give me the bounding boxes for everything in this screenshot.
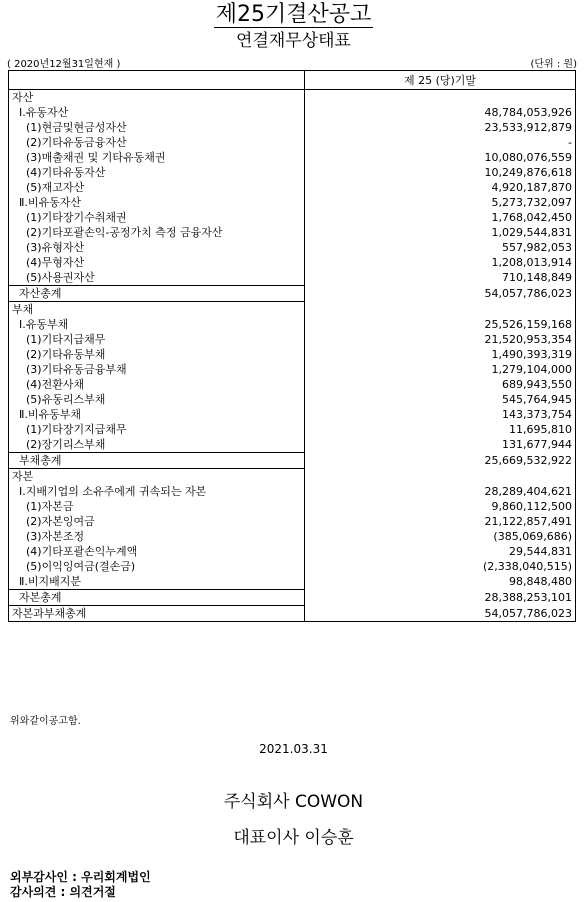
table-row <box>9 559 576 574</box>
company-name: 주식회사 COWON <box>223 792 364 812</box>
table-row <box>9 240 576 255</box>
table-row <box>9 514 576 529</box>
row-value: - <box>305 135 576 150</box>
row-value: 1,768,042,450 <box>305 210 576 225</box>
table-row <box>9 484 576 499</box>
table-row <box>9 422 576 437</box>
row-value: (385,069,686) <box>305 529 576 544</box>
external-auditor: 외부감사인 : 우리회계법인 <box>10 870 151 884</box>
row-label: Ⅰ.지배기업의 소유주에게 귀속되는 자본 <box>9 484 305 499</box>
table-row <box>9 317 576 332</box>
row-label: (1)현금및현금성자산 <box>9 120 305 135</box>
table-row <box>9 225 576 240</box>
row-label: (2)장기리스부채 <box>9 437 305 453</box>
table-row <box>9 362 576 377</box>
row-value: 54,057,786,023 <box>305 606 576 622</box>
row-value: 28,289,404,621 <box>305 484 576 499</box>
statement-subtitle: 연결재무상태표 <box>236 31 351 51</box>
table-row <box>9 529 576 544</box>
table-row <box>9 469 576 485</box>
row-label: Ⅱ.비지배지분 <box>9 574 305 590</box>
row-value: 29,544,831 <box>305 544 576 559</box>
row-value: 4,920,187,870 <box>305 180 576 195</box>
row-value: 21,122,857,491 <box>305 514 576 529</box>
table-row <box>9 574 576 590</box>
row-value: 21,520,953,354 <box>305 332 576 347</box>
table-row <box>9 255 576 270</box>
table-header-row <box>9 71 576 90</box>
row-label: (5)유동리스부채 <box>9 392 305 407</box>
row-value <box>305 90 576 106</box>
table-row <box>9 347 576 362</box>
table-row <box>9 210 576 225</box>
table-row <box>9 453 576 469</box>
table-row <box>9 150 576 165</box>
row-label: (5)재고자산 <box>9 180 305 195</box>
row-label: (2)기타유동금융자산 <box>9 135 305 150</box>
row-value: 54,057,786,023 <box>305 286 576 302</box>
audit-opinion: 감사의견 : 의견거절 <box>10 885 116 899</box>
as-of-date: ( 2020년12월31일현재 ) <box>7 59 121 70</box>
table-row <box>9 180 576 195</box>
row-value <box>305 469 576 485</box>
row-label: (3)매출채권 및 기타유동채권 <box>9 150 305 165</box>
row-value: 1,208,013,914 <box>305 255 576 270</box>
row-label: (1)기타장기수취채권 <box>9 210 305 225</box>
row-label: 자본 <box>9 469 305 485</box>
row-label: 자본과부채총계 <box>9 606 305 622</box>
ceo-name: 대표이사 이승훈 <box>233 828 354 848</box>
table-row <box>9 286 576 302</box>
row-value: 131,677,944 <box>305 437 576 453</box>
page-title: 제25기결산공고 <box>215 2 372 27</box>
row-label: (4)전환사채 <box>9 377 305 392</box>
table-row <box>9 437 576 453</box>
row-label: (1)자본금 <box>9 499 305 514</box>
row-value: (2,338,040,515) <box>305 559 576 574</box>
table-row <box>9 135 576 150</box>
row-label: 부채총계 <box>9 453 305 469</box>
table-row <box>9 499 576 514</box>
table-row <box>9 90 576 106</box>
row-value: 5,273,732,097 <box>305 195 576 210</box>
table-row <box>9 544 576 559</box>
row-value: 1,490,393,319 <box>305 347 576 362</box>
row-label: (2)기타포괄손익-공정가치 측정 금융자산 <box>9 225 305 240</box>
row-value: 1,279,104,000 <box>305 362 576 377</box>
row-label: (3)자본조정 <box>9 529 305 544</box>
row-label: (3)기타유동금융부채 <box>9 362 305 377</box>
row-value: 9,860,112,500 <box>305 499 576 514</box>
table-row <box>9 195 576 210</box>
balance-sheet-table <box>8 70 576 622</box>
row-label: (5)사용권자산 <box>9 270 305 286</box>
row-label: (3)유형자산 <box>9 240 305 255</box>
table-row <box>9 105 576 120</box>
announcement-date: 2021.03.31 <box>259 742 328 756</box>
row-value: 10,249,876,618 <box>305 165 576 180</box>
row-label: Ⅰ.유동부채 <box>9 317 305 332</box>
row-label: (4)기타포괄손익누계액 <box>9 544 305 559</box>
row-value: 689,943,550 <box>305 377 576 392</box>
row-label: (5)이익잉여금(결손금) <box>9 559 305 574</box>
table-row <box>9 590 576 606</box>
column-header: 제 25 (당)기말 <box>305 71 576 90</box>
row-label: 자본총계 <box>9 590 305 606</box>
row-label: Ⅱ.비유동자산 <box>9 195 305 210</box>
row-value: 25,669,532,922 <box>305 453 576 469</box>
unit-label: (단위 : 원) <box>530 59 577 70</box>
table-row <box>9 606 576 622</box>
row-value: 25,526,159,168 <box>305 317 576 332</box>
row-value: 10,080,076,559 <box>305 150 576 165</box>
table-row <box>9 377 576 392</box>
table-row <box>9 407 576 422</box>
row-value: 143,373,754 <box>305 407 576 422</box>
row-label: Ⅰ.유동자산 <box>9 105 305 120</box>
row-label: (4)무형자산 <box>9 255 305 270</box>
row-value <box>305 302 576 318</box>
row-label: 부채 <box>9 302 305 318</box>
table-row <box>9 302 576 318</box>
table-row <box>9 165 576 180</box>
row-label: (1)기타지급채무 <box>9 332 305 347</box>
row-label: 자산총계 <box>9 286 305 302</box>
header-label-cell <box>9 71 305 90</box>
row-value: 710,148,849 <box>305 270 576 286</box>
table-row <box>9 120 576 135</box>
row-label: (1)기타장기지급채무 <box>9 422 305 437</box>
row-value: 557,982,053 <box>305 240 576 255</box>
row-value: 545,764,945 <box>305 392 576 407</box>
row-value: 98,848,480 <box>305 574 576 590</box>
row-value: 23,533,912,879 <box>305 120 576 135</box>
row-label: (2)자본잉여금 <box>9 514 305 529</box>
row-label: 자산 <box>9 90 305 106</box>
announcement-note: 위와같이공고함. <box>10 716 81 727</box>
row-value: 28,388,253,101 <box>305 590 576 606</box>
table-row <box>9 392 576 407</box>
table-row <box>9 270 576 286</box>
row-label: (4)기타유동자산 <box>9 165 305 180</box>
row-label: (2)기타유동부채 <box>9 347 305 362</box>
row-value: 11,695,810 <box>305 422 576 437</box>
row-value: 48,784,053,926 <box>305 105 576 120</box>
table-row <box>9 332 576 347</box>
row-label: Ⅱ.비유동부채 <box>9 407 305 422</box>
row-value: 1,029,544,831 <box>305 225 576 240</box>
